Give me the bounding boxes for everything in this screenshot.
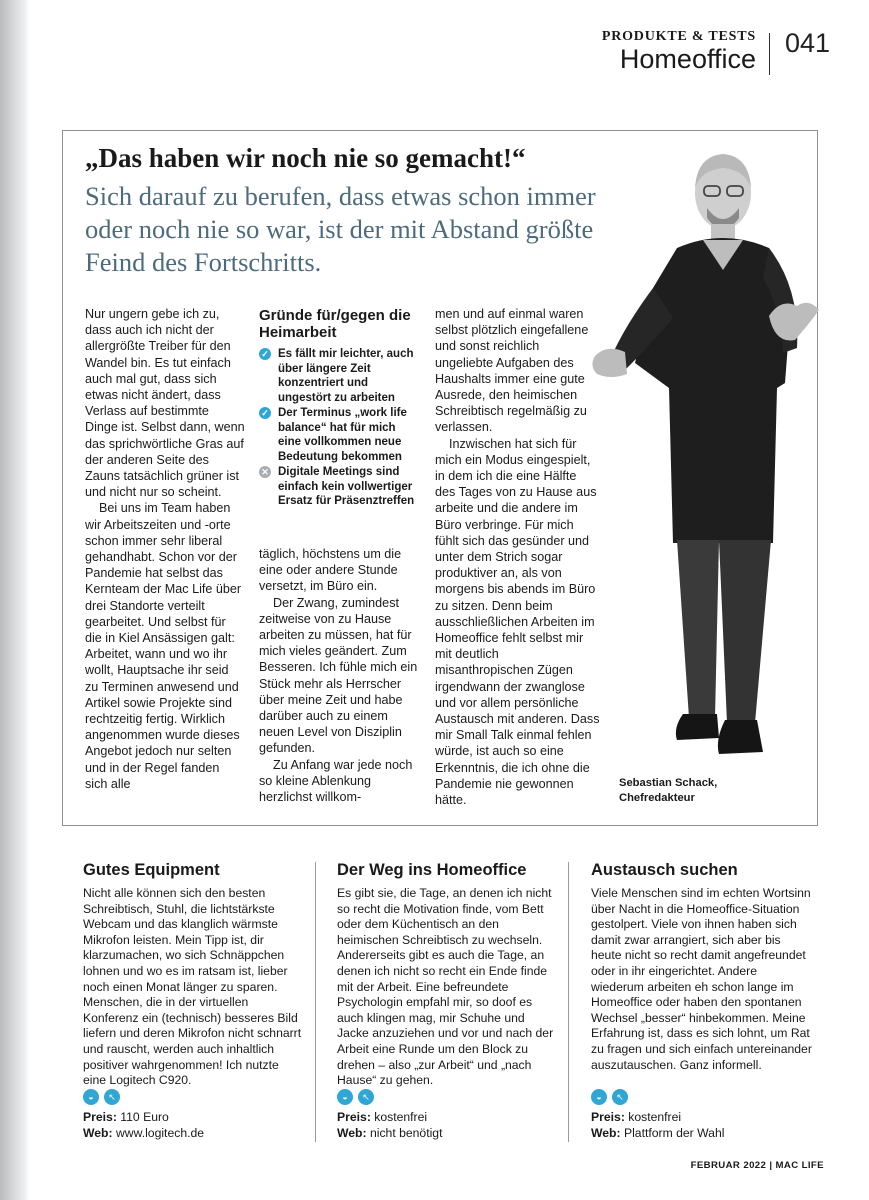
- tip-meta: [83, 1110, 204, 1141]
- pointer-icon: ↖: [358, 1089, 374, 1105]
- tip-meta: [337, 1110, 442, 1141]
- caption-role: Chefredakteur: [619, 792, 695, 804]
- tip-meta: [591, 1110, 724, 1141]
- price-value: kostenfrei: [374, 1110, 428, 1124]
- basket-icon: ◒: [337, 1089, 353, 1105]
- tip-icons: [83, 1089, 120, 1105]
- basket-icon: ◒: [83, 1089, 99, 1105]
- tip-title: Der Weg ins Homeoffice: [337, 861, 527, 879]
- tip-column-exchange: [591, 860, 813, 1073]
- paragraph: Inzwischen hat sich für mich ein Modus eingespielt, in dem ich die eine Hälfte des Tages von zu Hause aus arbeite und die andere im Büro verbringe. Für mich fühlt sich das gesünder und unter dem Strich sogar produktiver an, als von morgens bis abends im Büro zu sitzen. Denn beim ausschließlichen Arbeiten im Homeoffice fehlt selbst mir mit deutlich misanthropischen Zügen irgendwann der zwanglose und vor allem persönliche Austausch mit anderen. Dass mir Small Talk einmal fehlen würde, ist auch so eine Erkenntnis, die ich ohne die Pandemie nie gewonnen hätte.: [435, 436, 600, 808]
- page-number: 041: [785, 28, 831, 58]
- price-label: Preis:: [83, 1110, 117, 1124]
- tip-title: Gutes Equipment: [83, 861, 220, 879]
- tip-text: Viele Menschen sind im echten Wortsinn über Nacht in die Homeoffice-Situation gestolpert. Viele von ihnen haben sich damit zwar arrangiert, sich aber bis heute nicht so recht damit angefreundet oder in ihr eingerichtet. Andere wiederum arbeiten eh schon lange im Homeoffice oder haben den spontanen Wechsel „besser“ hinbekommen. Meine Erfahrung ist, dass es sich lohnt, um Rat zu fragen und sich einfach untereinander auszutauschen. Ganz informell.: [591, 886, 812, 1072]
- page-spine-shadow: [0, 0, 30, 1200]
- tip-icons: [337, 1089, 374, 1105]
- pointer-icon: ↖: [104, 1089, 120, 1105]
- tip-text: Nicht alle können sich den besten Schreibtisch, Stuhl, die lichtstärkste Webcam und das klanglich wärmste Mikrofon leisten. Mein Tipp ist, dir klarzumachen, wo sich Schnäppchen lohnen und wo es im ratsam ist, lieber noch einen Monat länger zu sparen. Menschen, die in der virtuellen Konferenz ein (technisch) besseres Bild liefern und deren Mikrofon nicht schnarrt und rauscht, werden auch inhaltlich positiver wahrgenommen! Ich nutzte eine Logitech C920.: [83, 886, 302, 1088]
- reasons-title: Gründe für/gegen die Heimarbeit: [259, 307, 411, 341]
- basket-icon: ◒: [591, 1089, 607, 1105]
- author-portrait: [585, 148, 825, 773]
- body-column-3: [435, 306, 600, 808]
- price-label: Preis:: [337, 1110, 371, 1124]
- web-value: nicht benötigt: [369, 1125, 443, 1140]
- portrait-caption: [619, 776, 717, 806]
- header-divider: [769, 33, 770, 75]
- article-headline: „Das haben wir noch nie so gemacht!“: [85, 143, 526, 173]
- article-subline: Sich darauf zu berufen, dass etwas schon immer oder noch nie so war, ist der mit Abstand größte Feind des Fortschritts.: [85, 181, 596, 277]
- price-value: 110 Euro: [120, 1110, 169, 1124]
- paragraph: Der Zwang, zumindest zeitweise von zu Hause arbeiten zu müssen, hat für mich vieles geändert. Zum Besseren. Ich fühle mich ein Stück mehr als Herrscher über meine Zeit und habe darüber auch zu einem neuen Level von Disziplin gefunden.: [259, 595, 418, 756]
- web-value: www.logitech.de: [115, 1125, 205, 1140]
- topic-title: Homeoffice: [619, 44, 756, 74]
- web-value: Plattform der Wahl: [623, 1125, 725, 1140]
- page-footer: FEBRUAR 2022 | MAC LIFE: [690, 1160, 824, 1171]
- caption-name: Sebastian Schack,: [619, 777, 718, 789]
- cross-icon: ✕: [259, 466, 271, 478]
- body-column-1: [85, 306, 245, 792]
- tip-icons: [591, 1089, 628, 1105]
- paragraph: men und auf einmal waren selbst plötzlich eingefallene und sonst reichlich ungeliebte Aufgaben des Haushalts immer eine gute Ausrede, den heimischen Schreibtisch regelmäßig zu verlassen.: [435, 307, 589, 435]
- paragraph: täglich, höchstens um die eine oder andere Stunde versetzt, im Büro ein.: [259, 547, 402, 594]
- paragraph: Zu Anfang war jede noch so kleine Ablenkung herzlichst willkom-: [259, 757, 413, 805]
- reason-text: Es fällt mir leichter, auch über längere Zeit konzentriert und ungestört zu arbeiten: [278, 348, 414, 404]
- paragraph: Bei uns im Team haben wir Arbeitszeiten und -orte schon immer sehr liberal gehandhabt. Schon vor der Pandemie hat selbst das Kernteam der Mac Life über drei Standorte verteilt gearbeitet. Und selbst für die in Kiel Ansässigen galt: Arbeitet, wann und wo ihr wollt, Hauptsache ihr seid zu Terminen anwesend und Artikel sowie Projekte sind rechtzeitig fertig. Wirklich angenommen wurde dieses Angebot jedoch nur selten und in der Regel fanden sich alle: [85, 501, 242, 791]
- web-label: Web:: [337, 1125, 367, 1140]
- tip-title: Austausch suchen: [591, 861, 738, 879]
- price-value: kostenfrei: [628, 1110, 682, 1124]
- check-icon: ✓: [259, 407, 271, 419]
- reason-text: Digitale Meetings sind einfach kein vollwertiger Ersatz für Präsenztreffen: [278, 466, 415, 507]
- tip-column-commute: [337, 860, 559, 1089]
- reason-item: [259, 465, 421, 509]
- check-icon: ✓: [259, 348, 271, 360]
- web-label: Web:: [83, 1125, 113, 1140]
- column-divider: [315, 862, 316, 1142]
- pointer-icon: ↖: [612, 1089, 628, 1105]
- price-label: Preis:: [591, 1110, 625, 1124]
- paragraph: Nur ungern gebe ich zu, dass auch ich nicht der allergrößte Treiber für den Wandel bin. Es tut einfach auch mal gut, dass sich etwas nicht ändert, dass Verlass auf bestimmte Dinge ist. Selbst dann, wenn das sprichwörtliche Gras auf der anderen Seite des Zauns tatsächlich grüner ist und nicht nur so scheint.: [85, 307, 245, 500]
- reason-text: Der Terminus „work life balance“ hat für mich eine vollkommen neue Bedeutung bekommen: [278, 407, 407, 463]
- web-label: Web:: [591, 1125, 621, 1140]
- reasons-box: [259, 307, 421, 510]
- reason-item: [259, 406, 421, 464]
- tip-column-equipment: [83, 860, 305, 1089]
- body-column-2: [259, 546, 419, 805]
- section-label: PRODUKTE & TESTS: [601, 29, 756, 44]
- column-divider: [568, 862, 569, 1142]
- reason-item: [259, 347, 421, 405]
- tip-text: Es gibt sie, die Tage, an denen ich nicht so recht die Motivation finde, vom Bett oder dem Küchentisch an den heimischen Schreibtisch zu wechseln. Andererseits gibt es auch die Tage, an denen ich nicht so recht ein Ende finde mit der Arbeit. Eine befreundete Psychologin empfahl mir, so doof es auch klingen mag, mir Schuhe und Jacke anzuziehen und vor und nach der Arbeit eine Runde um den Block zu drehen – also „zur Arbeit“ und „nach Hause“ zu gehen.: [337, 886, 554, 1088]
